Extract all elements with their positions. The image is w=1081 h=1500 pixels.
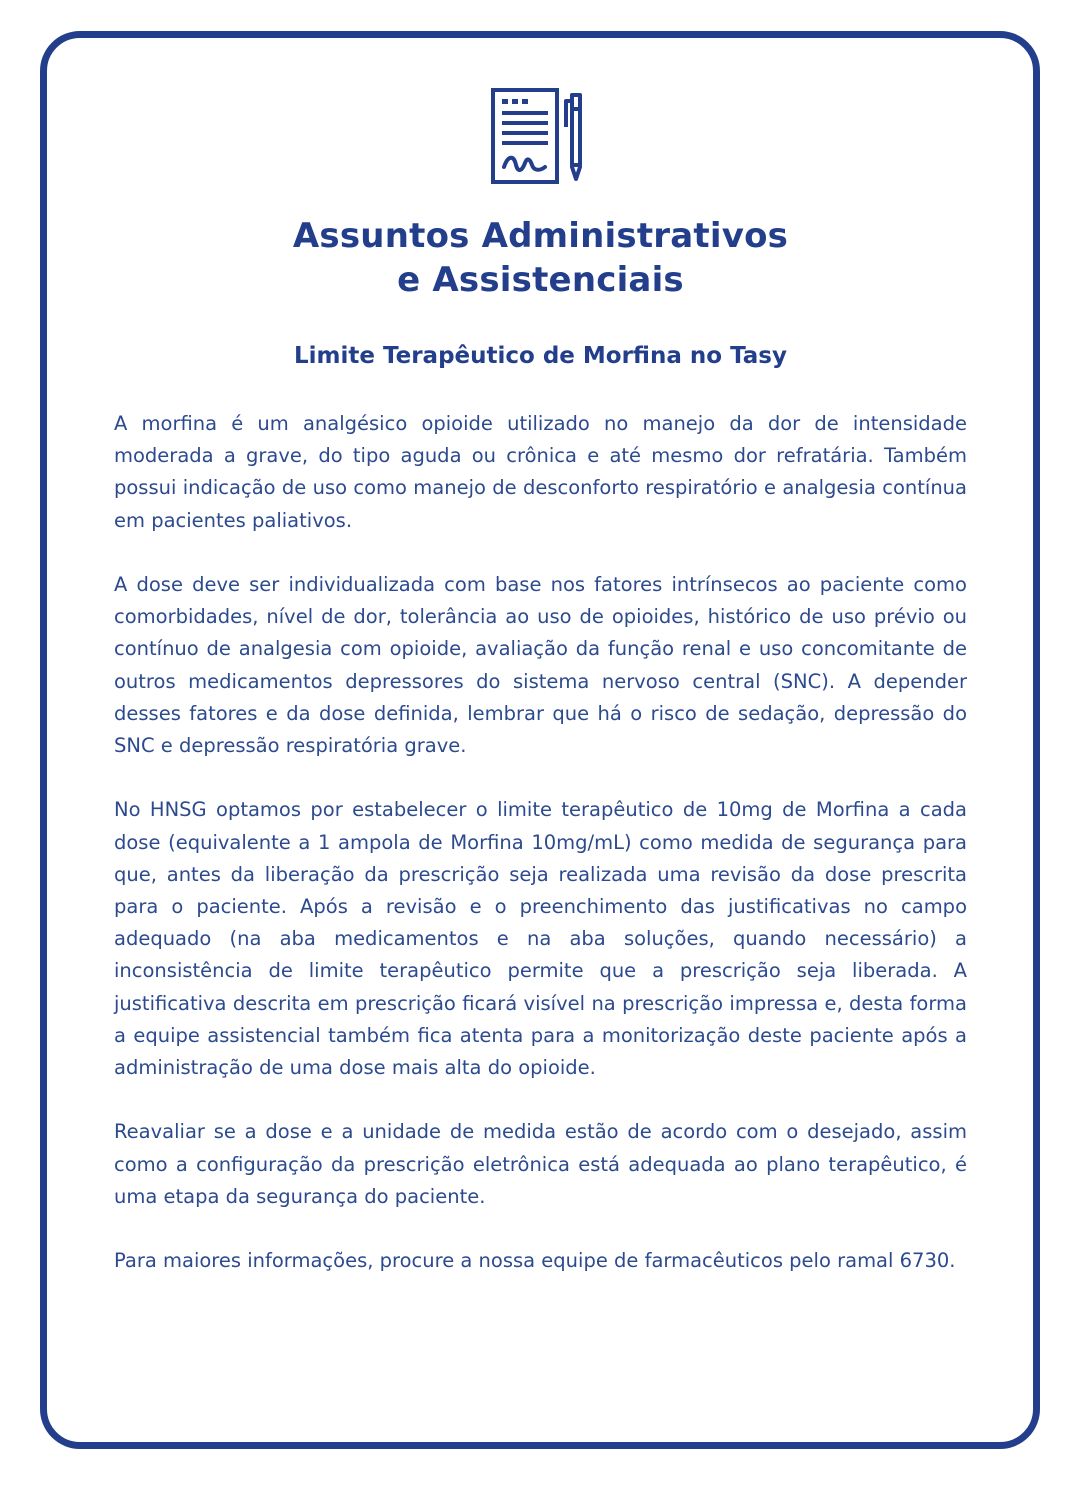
paragraph-3: No HNSG optamos por estabelecer o limite terapêutico de 10mg de Morfina a cada dose (equivalente a 1 ampola de Morfina 10mg/mL) como medida de segurança para que, antes da liberação da prescrição seja realizada uma revisão da dose prescrita para o paciente. Após a revisão e o preenchimento das justificativas no campo adequado (na aba medicamentos e na aba soluções, quando necessário) a inconsistência de limite terapêutico permite que a prescrição seja liberada. A justificativa descrita em prescrição ficará visível na prescrição impressa e, desta forma a equipe assistencial também fica atenta para a monitorização deste paciente após a administração de uma dose mais alta do opioide. — [114, 798, 967, 1080]
page-subtitle: Limite Terapêutico de Morfina no Tasy — [293, 343, 787, 369]
paragraph-2: A dose deve ser individualizada com base nos fatores intrínsecos ao paciente como comorbidades, nível de dor, tolerância ao uso de opioides, histórico de uso prévio ou contínuo de analgesia com opioide, avaliação da função renal e uso concomitante de outros medicamentos depressores do sistema nervoso central (SNC). A depender desses fatores e da dose definida, lembrar que há o risco de sedação, depressão do SNC e depressão respiratória grave. — [114, 573, 967, 758]
paragraph-1: A morfina é um analgésico opioide utilizado no manejo da dor de intensidade moderada a grave, do tipo aguda ou crônica e até mesmo dor refratária. Também possui indicação de uso como manejo de desconforto respiratório e analgesia contínua em pacientes paliativos. — [114, 412, 967, 532]
title-line-2: e Assistenciais — [397, 260, 684, 300]
title-line-1: Assuntos Administrativos — [292, 216, 789, 256]
page-title — [0, 214, 1081, 302]
paragraph-4: Reavaliar se a dose e a unidade de medida estão de acordo com o desejado, assim como a configuração da prescrição eletrônica está adequada ao plano terapêutico, é uma etapa da segurança do paciente. — [114, 1120, 967, 1208]
article-body — [114, 408, 967, 1310]
paragraph-5: Para maiores informações, procure a nossa equipe de farmacêuticos pelo ramal 6730. — [114, 1249, 956, 1273]
document-with-pen-icon — [490, 87, 590, 187]
